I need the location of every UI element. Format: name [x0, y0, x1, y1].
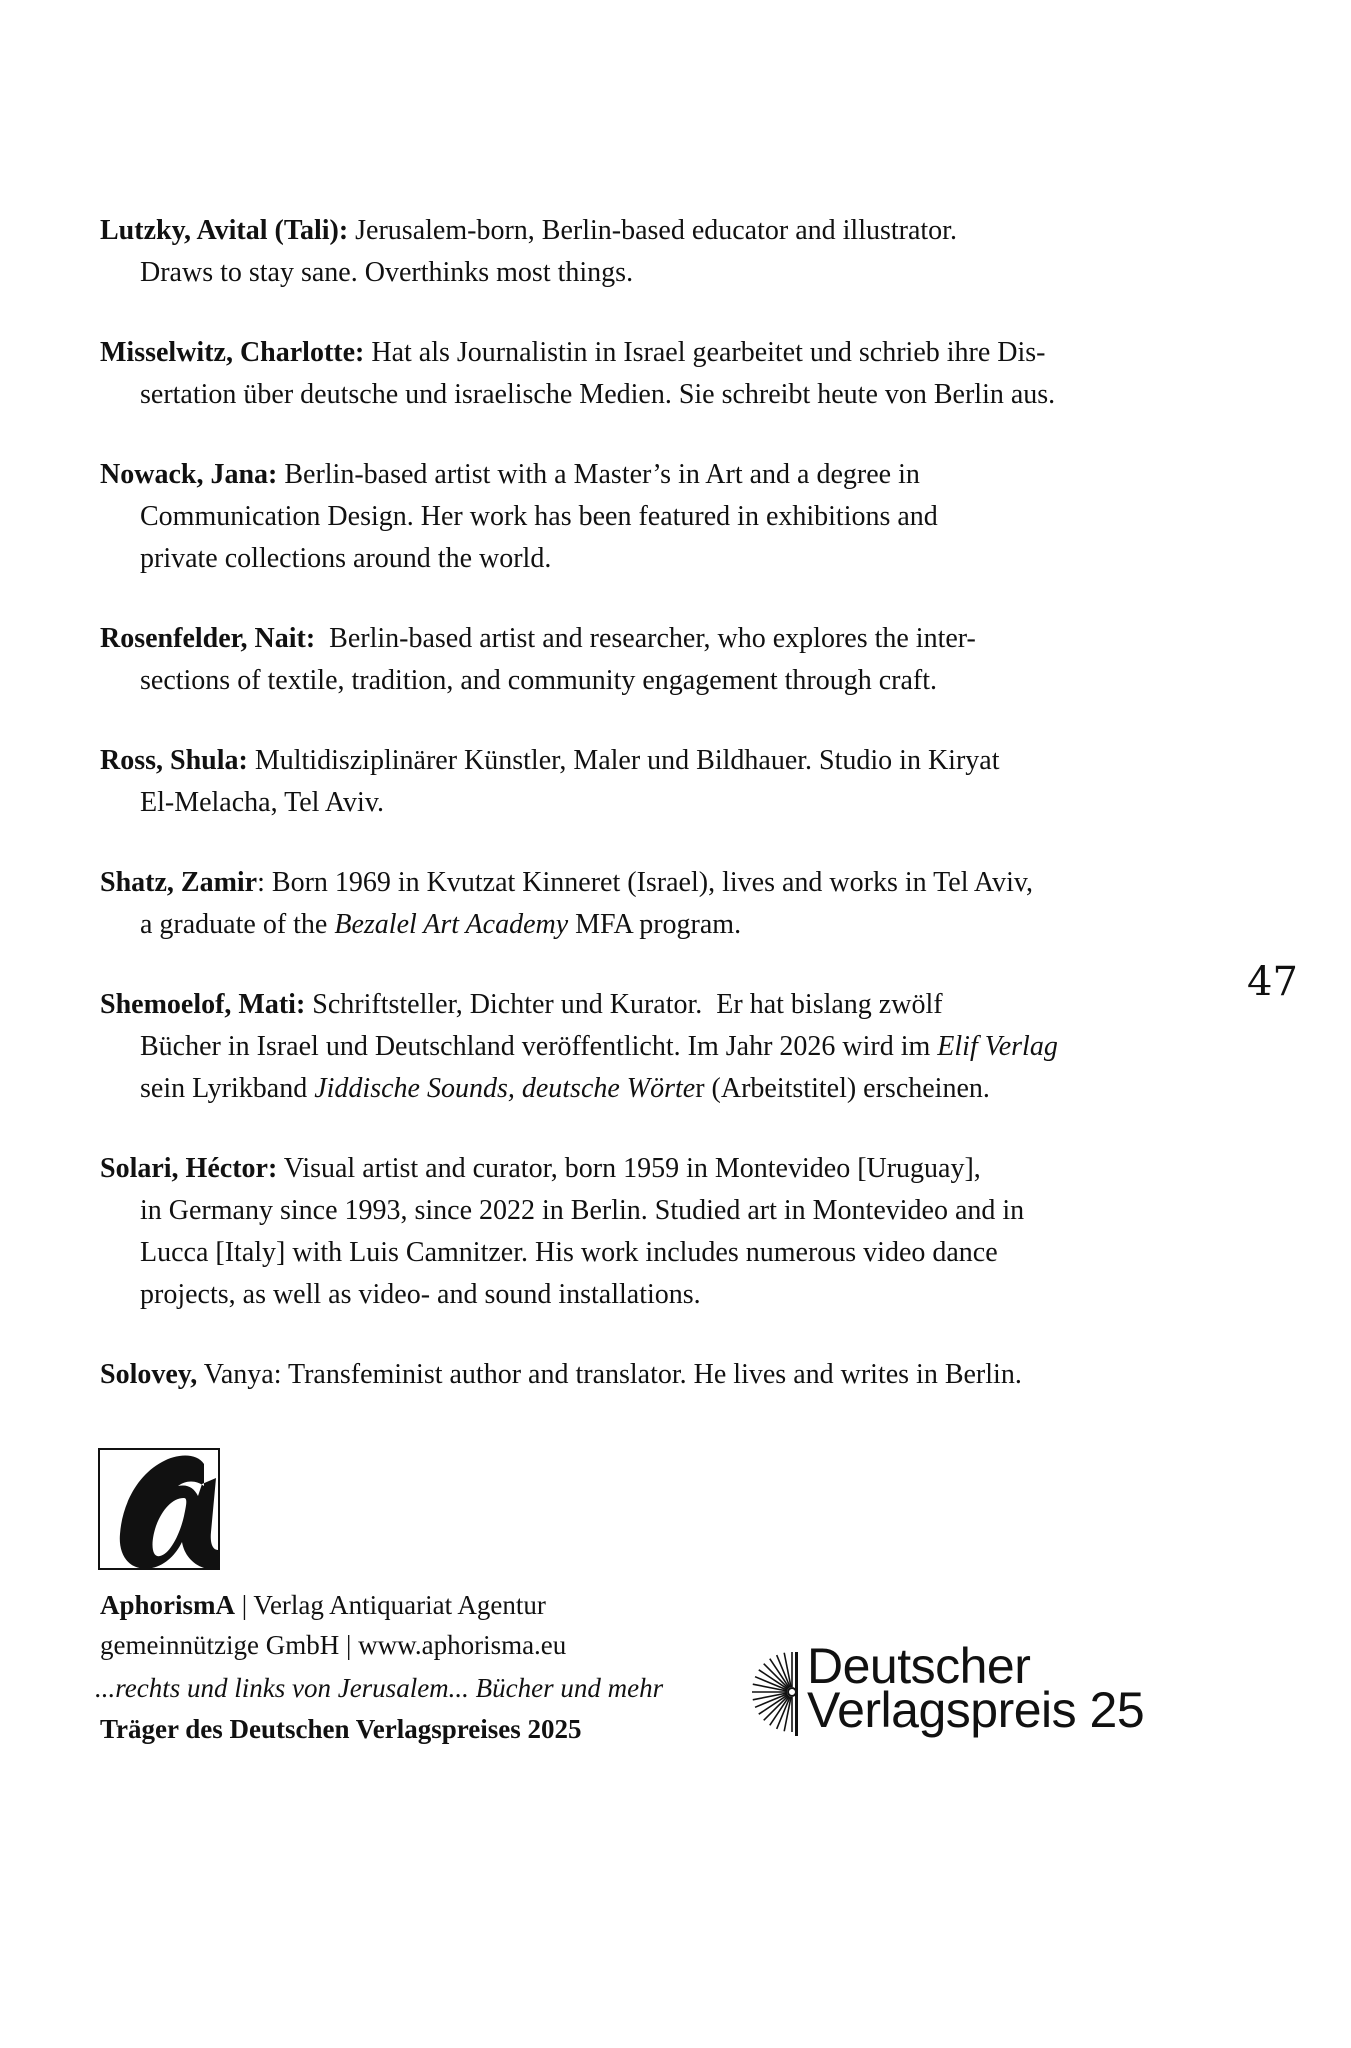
entry-continuation-line [140, 1239, 998, 1267]
entry-first-line [100, 217, 957, 245]
entry-first-line [100, 625, 976, 653]
bio-text: Berlin-based artist and researcher, who explores the inter- [315, 623, 976, 654]
bio-text: El-Melacha, Tel Aviv. [140, 787, 385, 818]
award-logo-line-1: Deutscher [807, 1638, 1031, 1694]
entry-continuation-line [140, 667, 937, 695]
sunburst-icon [752, 1648, 802, 1744]
contributor-name: Lutzky, Avital (Tali): [100, 215, 349, 246]
publisher-tagline: ...rechts und links von Jerusalem... Bücher und mehr [95, 1673, 664, 1703]
publisher-name: AphorismA [100, 1590, 236, 1620]
entry-continuation-line [140, 545, 551, 573]
aphorisma-logo [98, 1448, 220, 1570]
publisher-line-2: gemeinnützige GmbH | www.aphorisma.eu [100, 1630, 567, 1660]
bio-text: Draws to stay sane. Overthinks most things. [140, 257, 634, 288]
entry-continuation-line [140, 911, 741, 939]
contributor-name: Shemoelof, Mati: [100, 989, 306, 1020]
italic-title: Elif Verlag [937, 1031, 1058, 1062]
entry-continuation-line [140, 381, 1055, 409]
bio-text: MFA program. [568, 909, 742, 940]
bio-text: Vanya: Transfeminist author and translator. He lives and writes in Berlin. [197, 1359, 1022, 1390]
bio-text: Jerusalem-born, Berlin-based educator and illustrator. [348, 215, 957, 246]
bio-text: Communication Design. Her work has been featured in exhibitions and [140, 501, 938, 532]
bio-text: Bücher in Israel und Deutschland veröffentlicht. Im Jahr 2026 wird im [140, 1031, 938, 1062]
bio-text: Lucca [Italy] with Luis Camnitzer. His work includes numerous video dance [140, 1237, 998, 1268]
publisher-description: | Verlag Antiquariat Agentur [235, 1590, 546, 1620]
entry-continuation-line [140, 1075, 990, 1103]
entry-continuation-line [140, 1197, 1024, 1225]
entry-continuation-line [140, 789, 384, 817]
contributor-name: Rosenfelder, Nait: [100, 623, 316, 654]
bio-text: r (Arbeitstitel) erscheinen. [695, 1073, 990, 1104]
bio-text: Hat als Journalistin in Israel gearbeitet und schrieb ihre Dis- [364, 337, 1046, 368]
entry-continuation-line [140, 503, 938, 531]
award-statement: Träger des Deutschen Verlagspreises 2025 [100, 1714, 582, 1744]
bio-text: sertation über deutsche und israelische Medien. Sie schreibt heute von Berlin aus. [140, 379, 1056, 410]
entry-first-line [100, 339, 1046, 367]
deutscher-verlagspreis-logo [752, 1638, 1172, 1748]
contributor-name: Solovey, [100, 1359, 198, 1390]
entry-first-line [100, 991, 943, 1019]
entry-first-line [100, 747, 1000, 775]
entry-first-line [100, 869, 1033, 897]
aphorisma-a-glyph-icon [100, 1450, 218, 1568]
award-logo-line-2: Verlagspreis 25 [807, 1682, 1145, 1738]
bio-text: a graduate of the [140, 909, 335, 940]
bio-text: in Germany since 1993, since 2022 in Berlin. Studied art in Montevideo and in [140, 1195, 1025, 1226]
entry-continuation-line [140, 259, 633, 287]
bio-text: private collections around the world. [140, 543, 552, 574]
sunburst-bar [795, 1652, 798, 1736]
sunburst-center [788, 1688, 796, 1696]
bio-text: Schriftsteller, Dichter und Kurator. Er hat bislang zwölf [305, 989, 943, 1020]
bio-text: : Born 1969 in Kvutzat Kinneret (Israel), lives and works in Tel Aviv, [257, 867, 1034, 898]
entry-continuation-line [140, 1033, 1058, 1061]
entry-first-line [100, 1361, 1022, 1389]
bio-text: Multidisziplinärer Künstler, Maler und Bildhauer. Studio in Kiryat [247, 745, 1000, 776]
contributor-name: Shatz, Zamir [100, 867, 258, 898]
contributor-name: Ross, Shula: [100, 745, 248, 776]
publisher-line-1 [100, 1592, 546, 1619]
italic-title: Bezalel Art Academy [334, 909, 569, 940]
entry-first-line [100, 461, 920, 489]
contributor-name: Nowack, Jana: [100, 459, 278, 490]
contributor-name: Solari, Héctor: [100, 1153, 278, 1184]
bio-text: sein Lyrikband [140, 1073, 315, 1104]
bio-text: Visual artist and curator, born 1959 in Montevideo [Uruguay], [277, 1153, 981, 1184]
page-number: 47 [1247, 959, 1298, 1005]
italic-title: Jiddische Sounds, deutsche Wörte [314, 1073, 696, 1104]
bio-text: Berlin-based artist with a Master’s in Art and a degree in [277, 459, 920, 490]
entry-continuation-line [140, 1281, 701, 1309]
bio-text: projects, as well as video- and sound installations. [140, 1279, 701, 1310]
entry-first-line [100, 1155, 981, 1183]
contributor-name: Misselwitz, Charlotte: [100, 337, 365, 368]
bio-text: sections of textile, tradition, and community engagement through craft. [140, 665, 938, 696]
